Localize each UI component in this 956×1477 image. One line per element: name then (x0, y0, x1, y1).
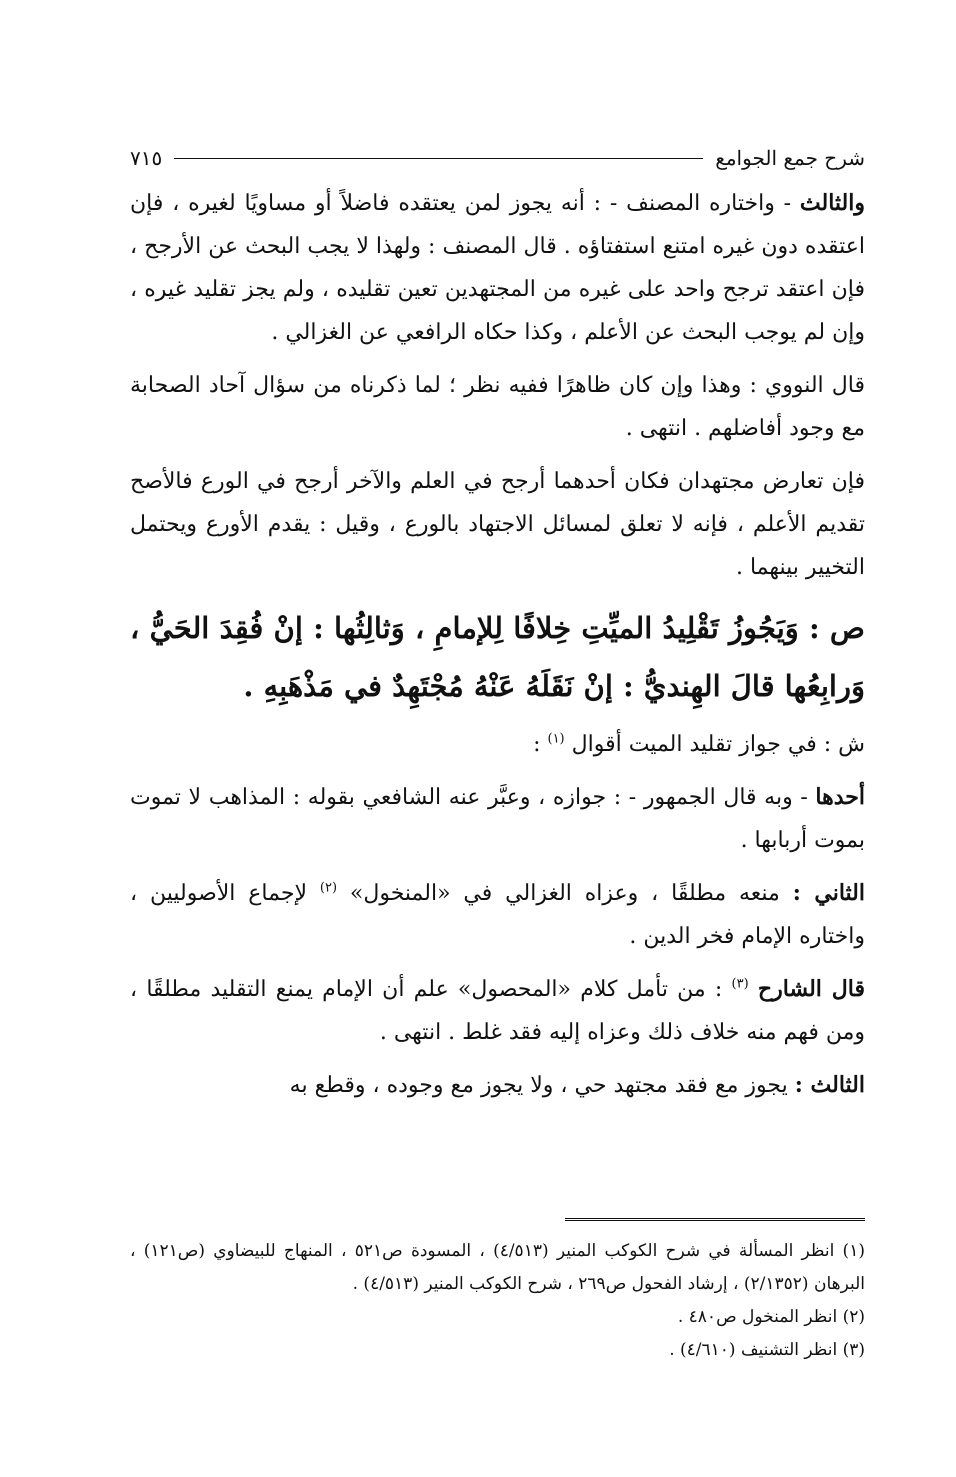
footnote-ref-2[interactable]: (٢) (319, 880, 338, 896)
footnote-3: (٣) انظر التشنيف (٤/٦١٠) . (669, 1340, 865, 1360)
paragraph-text: يجوز مع فقد مجتهد حي ، ولا يجوز مع وجوده ، وقطع به (289, 1073, 795, 1098)
matn-text: ص : وَيَجُوزُ تَقْلِيدُ الميِّتِ خِلافًا لِلإمامِ ، وَثالِثُها : إنْ فُقِدَ الحَيُّ ، وَرابِعُها قالَ الهِنديُّ : إنْ نَقَلَهُ عَنْهُ مُجْتَهِدٌ في مَذْهَبِهِ . (130, 611, 865, 703)
footnote-2: (٢) انظر المنخول ص٤٨٠ . (677, 1307, 865, 1327)
paragraph-commentator (130, 968, 865, 1054)
paragraph-text: فإن تعارض مجتهدان فكان أحدهما أرجح في العلم والآخر أرجح في الورع فالأصح تقديم الأعلم ، فإنه لا تعلق لمسائل الاجتهاد بالورع ، وقيل : يقدم الأورع ويحتمل التخيير بينهما . (130, 469, 865, 580)
paragraph-sharh-intro (130, 723, 865, 766)
paragraph-lead: الثاني : (792, 880, 865, 906)
paragraph-lead: الثالث : (794, 1072, 865, 1098)
paragraph-second-opinion (130, 872, 865, 958)
footnotes-section (130, 1218, 865, 1367)
running-head (130, 140, 865, 176)
page-number: ٧١٥ (130, 146, 163, 170)
paragraph-text: : من تأمل كلام «المحصول» علم أن الإمام يمنع التقليد مطلقًا ، ومن فهم منه خلاف ذلك وعزاه إليه فقد غلط . انتهى . (130, 977, 865, 1045)
paragraph-conflict (130, 460, 865, 589)
header-rule (174, 158, 703, 159)
paragraph-text: قال النووي : وهذا وإن كان ظاهرًا ففيه نظر ؛ لما ذكرناه من سؤال آحاد الصحابة مع وجود أفاضلهم . انتهى . (130, 373, 865, 441)
paragraph-text: - واختاره المصنف - : أنه يجوز لمن يعتقده فاضلاً أو مساويًا لغيره ، فإن اعتقده دون غيره امتنع استفتاؤه . قال المصنف : ولهذا لا يجب البحث عن الأرجح ، فإن اعتقد ترجح واحد على غيره من المجتهدين تعين تقليده ، ولم يجز تقليد غيره ، وإن لم يوجب البحث عن الأعلم ، وكذا حكاه الرافعي عن الغزالي . (130, 191, 865, 345)
paragraph-text: لإجماع الأصوليين ، واختاره الإمام فخر الدين . (130, 881, 865, 949)
paragraph-first-opinion (130, 776, 865, 862)
paragraph-lead: أحدها (815, 784, 865, 810)
paragraph-lead: قال الشارح (757, 976, 865, 1002)
paragraph-third-opinion-b (130, 1064, 865, 1107)
paragraph-nawawi (130, 364, 865, 450)
paragraph-text: منعه مطلقًا ، وعزاه الغزالي في «المنخول» (349, 881, 793, 906)
paragraph-text: ش : في جواز تقليد الميت أقوال (571, 732, 865, 757)
footnote-1: (١) انظر المسألة في شرح الكوكب المنير (٤/٥١٣) ، المسودة ص٥٢١ ، المنهاج للبيضاوي (ص١٢١) ، البرهان (٢/١٣٥٢) ، إرشاد الفحول ص٢٦٩ ، شرح الكوكب المنير (٤/٥١٣) . (130, 1241, 865, 1294)
paragraph-lead: والثالث (799, 190, 865, 216)
footnote-ref-1[interactable]: (١) (547, 731, 565, 747)
footnote-ref-3[interactable]: (٣) (731, 976, 749, 992)
paragraph-text: : (533, 732, 548, 757)
book-page (130, 140, 865, 1420)
paragraph-text: - وبه قال الجمهور - : جوازه ، وعبَّر عنه الشافعي بقوله : المذاهب لا تموت بموت أربابها . (130, 785, 865, 853)
footnote-rule (565, 1218, 865, 1221)
book-title: شرح جمع الجوامع (715, 146, 865, 170)
paragraph-third-opinion (130, 182, 865, 354)
